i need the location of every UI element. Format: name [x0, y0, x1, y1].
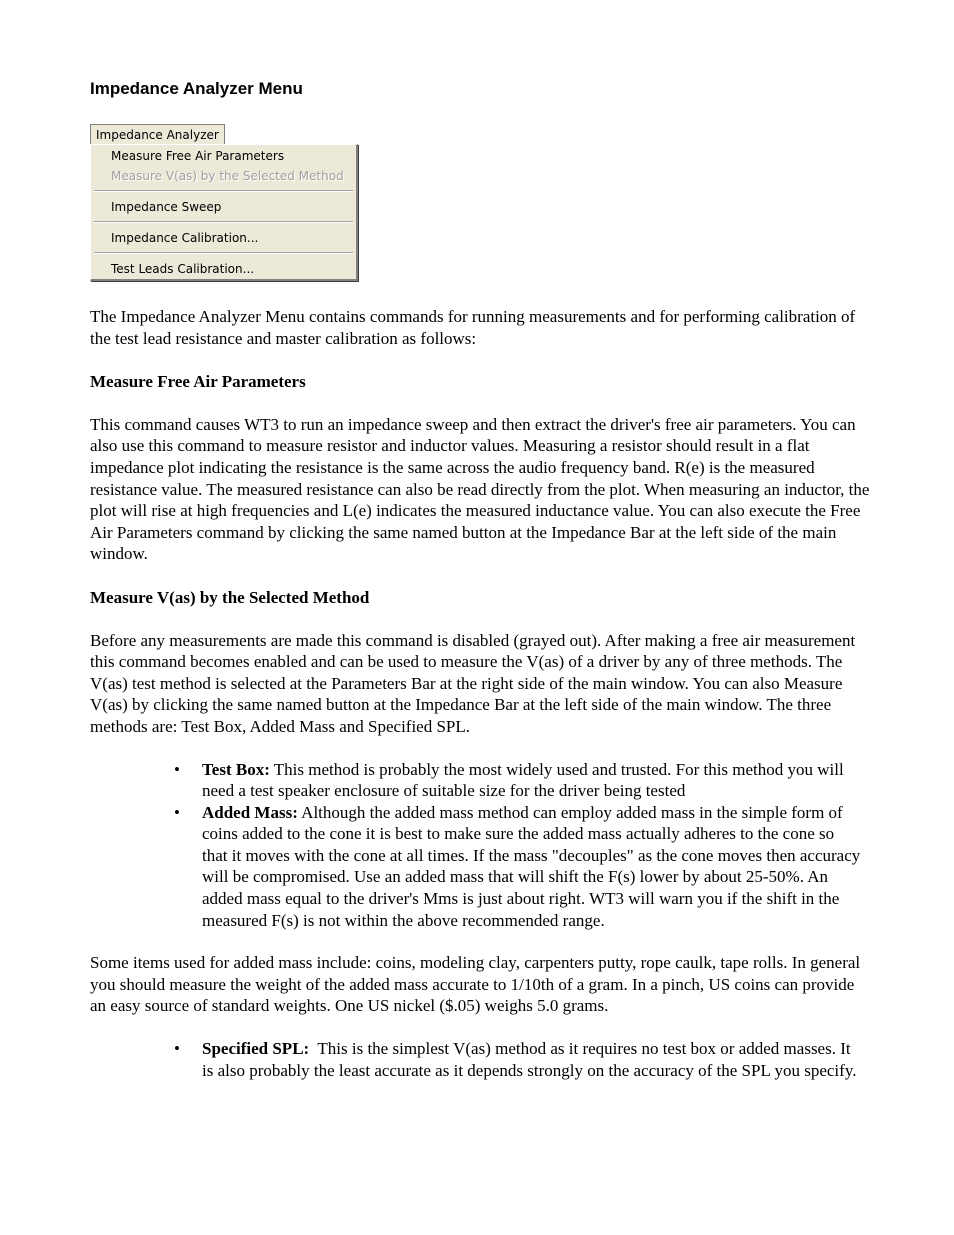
menu-item-impedance-sweep[interactable]: Impedance Sweep: [111, 200, 222, 214]
menu-item-measure-free-air[interactable]: Measure Free Air Parameters: [111, 149, 285, 163]
list-item: [174, 1038, 862, 1081]
document-page: [90, 78, 870, 1081]
menu-item-measure-vas: Measure V(as) by the Selected Method: [111, 169, 344, 183]
menu-dropdown: [90, 144, 358, 281]
bullet-icon: •: [174, 802, 180, 822]
menu-tab-impedance-analyzer[interactable]: Impedance Analyzer: [90, 124, 225, 144]
list-item-term: Specified SPL:: [202, 1039, 310, 1059]
menu-separator: [94, 252, 353, 254]
methods-list: [90, 759, 870, 932]
section-body-vas: Before any measurements are made this command is disabled (grayed out). After making a free air measurement this command becomes enabled and can be used to measure the V(as) of a driver by any of three methods. The V(as) test method is selected at the Parameters Bar at the right side of the main window. You can also Measure V(as) by clicking the same named button at the Impedance Bar at the left side of the main window. The three methods are: Test Box, Added Mass and Specified SPL.: [90, 630, 856, 736]
section-heading-vas: Measure V(as) by the Selected Method: [90, 587, 370, 607]
menu-screenshot: [90, 124, 870, 286]
page-title: Impedance Analyzer Menu: [90, 79, 303, 98]
menu-item-test-leads-calibration[interactable]: Test Leads Calibration...: [111, 262, 255, 276]
list-item-text: Although the added mass method can employ added mass in the simple form of coins added to the cone it is best to make sure the added mass actually adheres to the cone so that it moves with the cone at all times. If the mass "decouples" as the cone moves then accuracy will be compromised. Use an added mass that will shift the F(s) lower by about 25-50%. An added mass equal to the driver's Mms is just about right. WT3 will warn you if the shift in the measured F(s) is not within the above recommended range.: [202, 802, 861, 930]
menu-separator: [94, 190, 353, 192]
list-item: [174, 802, 862, 932]
section-heading-free-air: Measure Free Air Parameters: [90, 372, 306, 392]
menu-item-impedance-calibration[interactable]: Impedance Calibration...: [111, 231, 259, 245]
added-mass-note: Some items used for added mass include: coins, modeling clay, carpenters putty, rope caulk, tape rolls. In general you should measure the weight of the added mass accurate to 1/10th of a gram. In a pinch, US coins can provide an easy source of standard weights. One US nickel ($.05) weighs 5.0 grams.: [90, 953, 861, 1016]
methods-list-2: [90, 1038, 870, 1081]
bullet-icon: •: [174, 1039, 180, 1059]
intro-paragraph: The Impedance Analyzer Menu contains commands for running measurements and for performing calibration of the test lead resistance and master calibration as follows:: [90, 307, 856, 348]
bullet-icon: •: [174, 759, 180, 779]
list-item-term: Test Box:: [202, 759, 270, 779]
menu-separator: [94, 221, 353, 223]
section-body-free-air: This command causes WT3 to run an impedance sweep and then extract the driver's free air parameters. You can also use this command to measure resistor and inductor values. Measuring a resistor should result in a flat impedance plot indicating the resistance is the same across the audio frequency band. R(e) is the measured resistance value. The measured resistance can also be read directly from the plot. When measuring an inductor, the plot will rise at high frequencies and L(e) indicates the measured inductance value. You can also execute the Free Air Parameters command by clicking the same named button at the Impedance Bar at the left side of the main window.: [90, 414, 870, 564]
list-item: [174, 759, 862, 802]
list-item-text: This method is probably the most widely used and trusted. For this method you will need a test speaker enclosure of suitable size for the driver being tested: [202, 759, 844, 801]
list-item-term: Added Mass:: [202, 802, 298, 822]
list-item-text: This is the simplest V(as) method as it requires no test box or added masses. It is also probably the least accurate as it depends strongly on the accuracy of the SPL you specify.: [202, 1039, 857, 1080]
